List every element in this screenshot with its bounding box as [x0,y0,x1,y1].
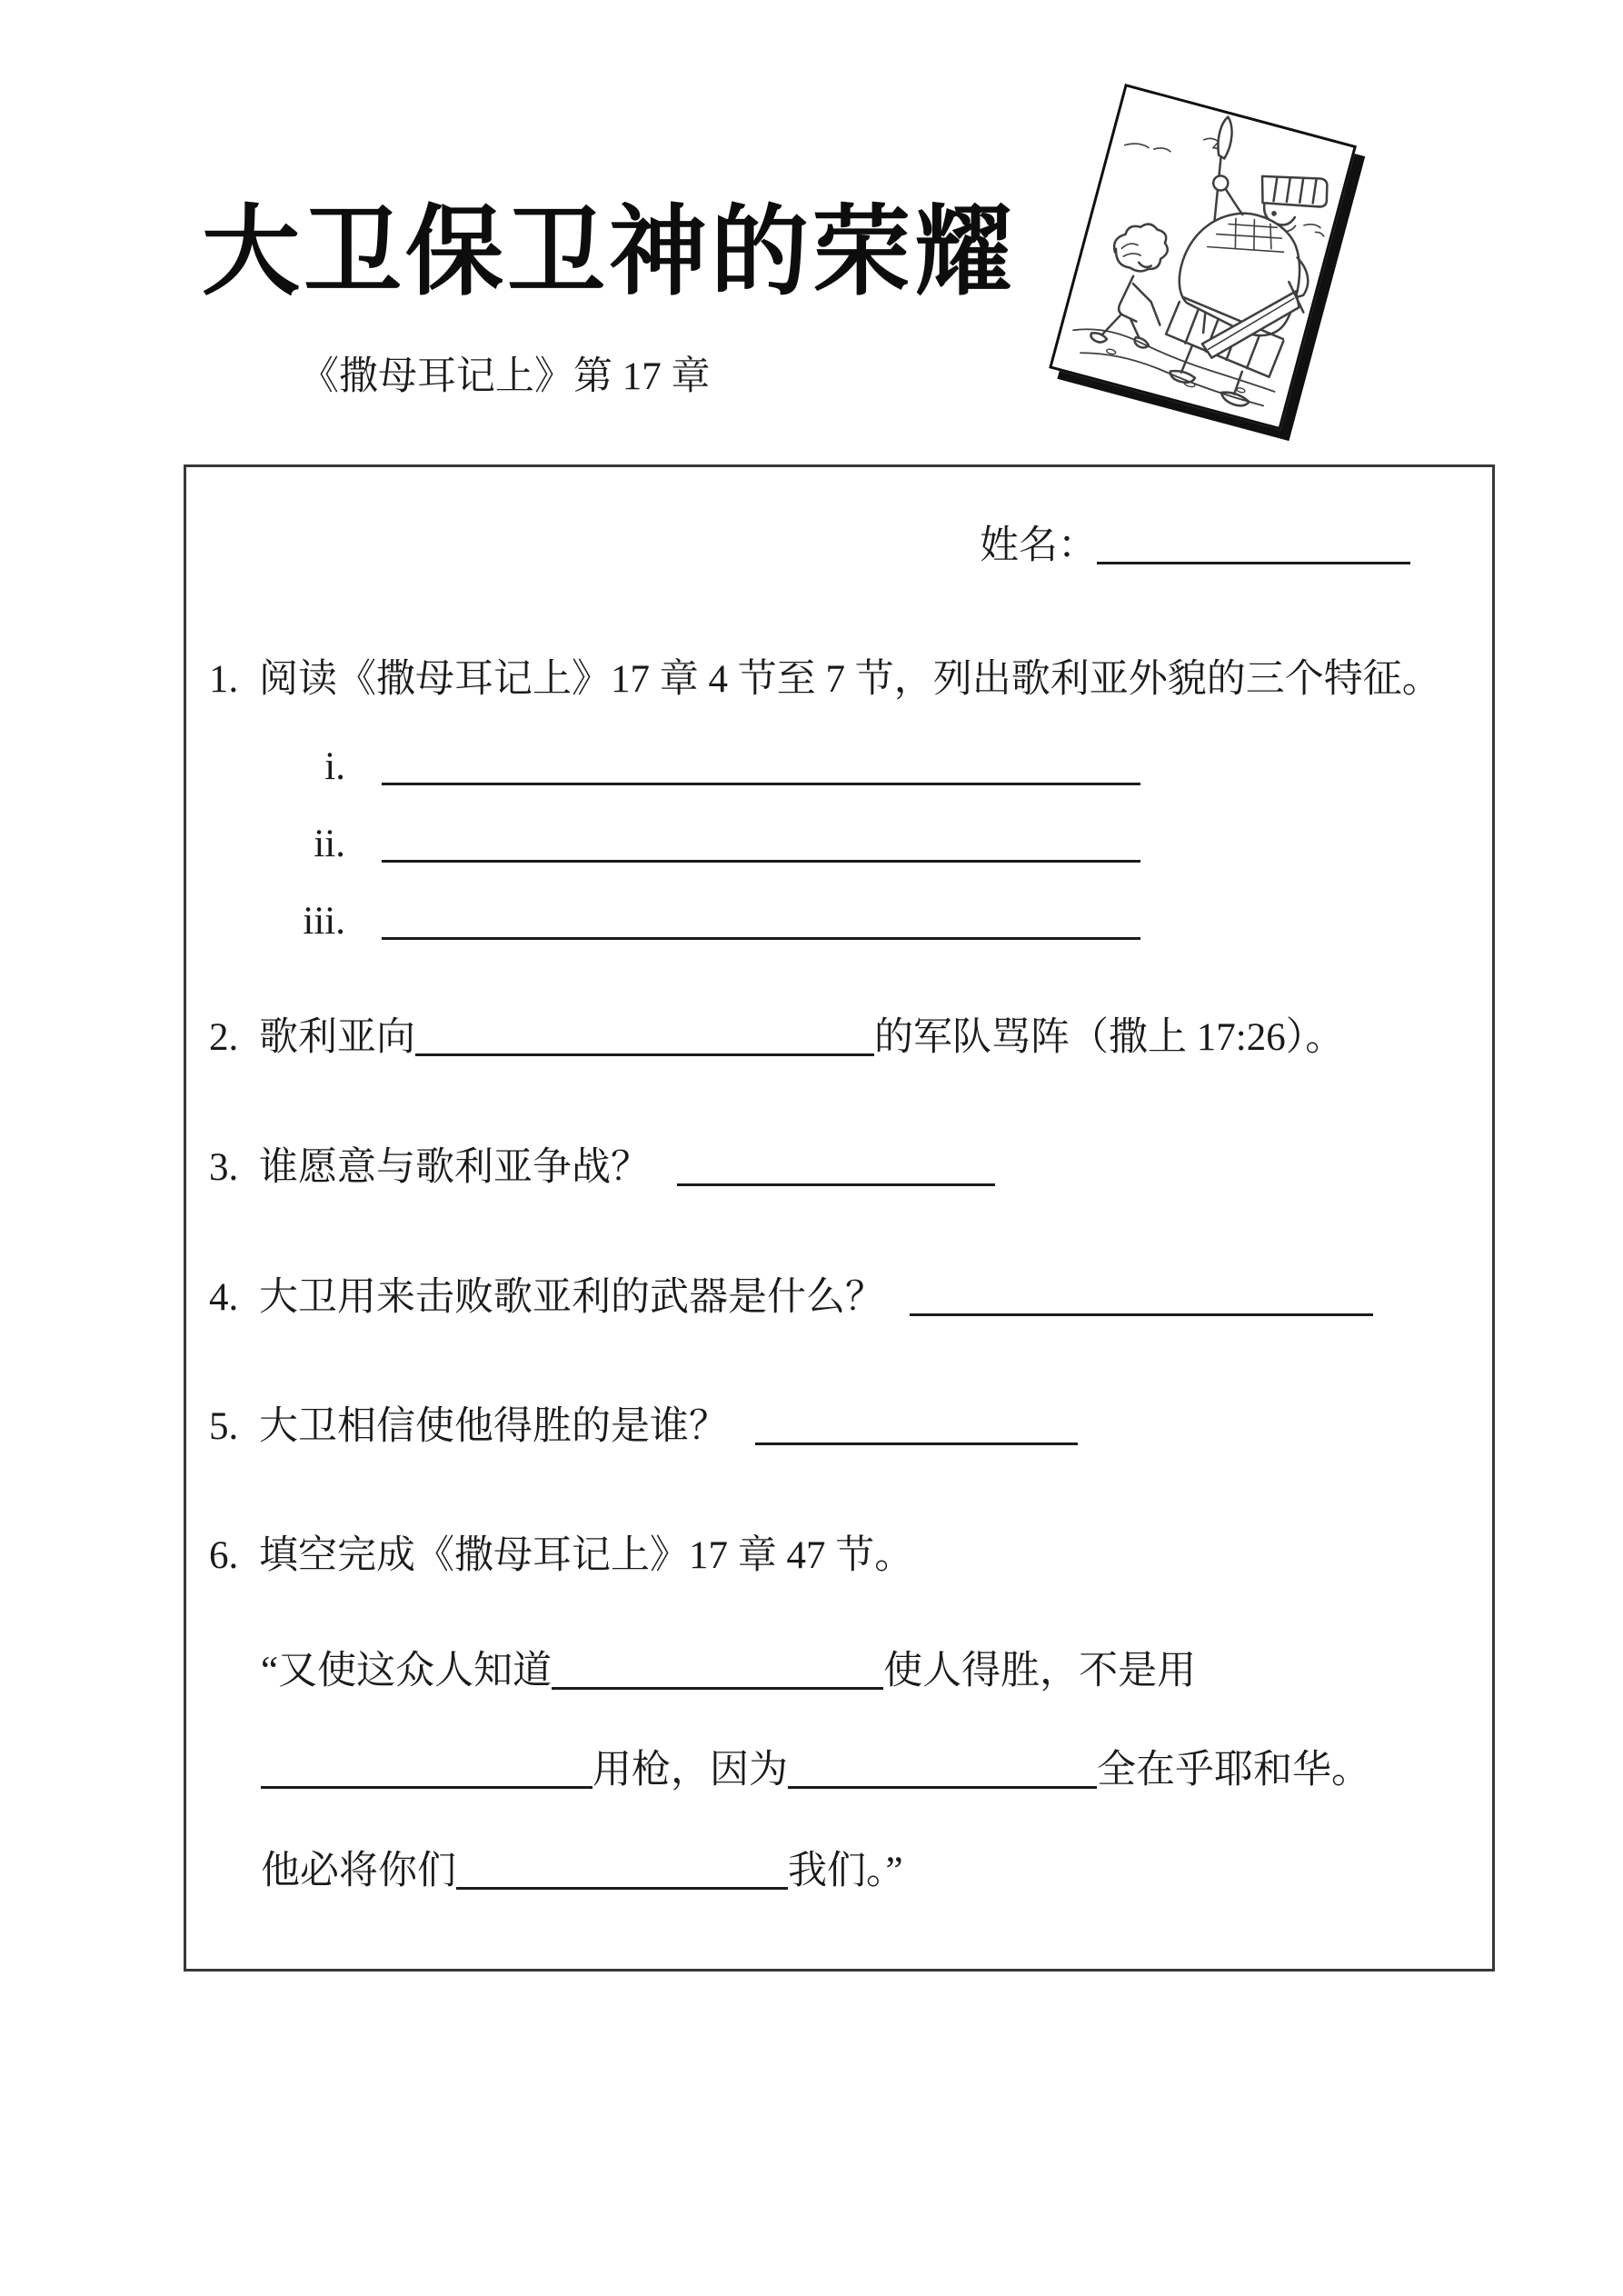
question-3 [209,1144,995,1192]
answer-item-ii-label: ii. [314,823,345,865]
question-1 [209,656,1441,704]
quote-line-1 [261,1648,1196,1695]
quote-line-3-pre: 他必将你们 [261,1850,456,1892]
question-5 [209,1403,1078,1451]
quote-blank-3 [788,1753,1097,1789]
answer-item-ii [207,821,1140,868]
answer-line-ii [382,827,1140,863]
question-6-number: 6. [209,1534,239,1577]
page-title: 大卫保卫神的荣耀 [202,199,1017,307]
answer-item-iii-label: iii. [303,900,345,943]
quote-line-1-post: 使人得胜，不是用 [883,1650,1197,1692]
question-4 [209,1274,1373,1322]
david-goliath-drawing-svg [1052,87,1354,427]
quote-line-2-mid: 用枪，因为 [592,1749,788,1792]
name-label: 姓名： [980,524,1097,567]
question-5-text: 大卫相信使他得胜的是谁？ [259,1405,728,1448]
question-6 [209,1532,913,1580]
name-blank-line [1097,529,1410,564]
page-subtitle: 《撒母耳记上》第 17 章 [300,355,711,398]
question-2 [209,1014,1344,1062]
quote-line-3-post: 我们。” [788,1850,903,1892]
question-3-blank-line [677,1151,995,1186]
answer-item-i [207,744,1140,791]
question-4-text: 大卫用来击败歌亚利的武器是什么？ [259,1276,884,1319]
quote-blank-4 [456,1854,788,1890]
question-6-text: 填空完成《撒母耳记上》17 章 47 节。 [259,1534,914,1577]
answer-item-iii [207,898,1140,945]
answer-item-i-label: i. [324,745,345,788]
quote-line-3 [261,1848,903,1895]
answer-line-i [382,750,1140,785]
question-5-number: 5. [209,1405,239,1448]
question-4-number: 4. [209,1276,239,1319]
quote-line-2 [261,1747,1370,1794]
quote-blank-2 [261,1753,592,1789]
question-2-text-post: 的军队骂阵（撒上 17:26）。 [874,1016,1345,1059]
answer-line-iii [382,904,1140,940]
worksheet-frame [184,464,1495,1972]
quote-blank-1 [552,1654,883,1690]
question-3-number: 3. [209,1146,239,1189]
question-2-number: 2. [209,1016,239,1059]
david-goliath-illustration [1049,84,1357,430]
quote-line-2-post: 全在乎耶和华。 [1097,1749,1370,1792]
name-row [980,523,1410,570]
question-1-number: 1. [209,658,239,701]
question-5-blank-line [755,1410,1078,1445]
question-1-text: 阅读《撒母耳记上》17 章 4 节至 7 节，列出歌利亚外貌的三个特征。 [259,658,1441,701]
question-2-text-pre: 歌利亚向 [259,1016,415,1059]
quote-line-1-pre: “又使这众人知道 [261,1650,553,1692]
question-4-blank-line [910,1281,1373,1316]
question-2-blank-line [415,1021,874,1056]
question-3-text: 谁愿意与歌利亚争战？ [259,1146,650,1189]
